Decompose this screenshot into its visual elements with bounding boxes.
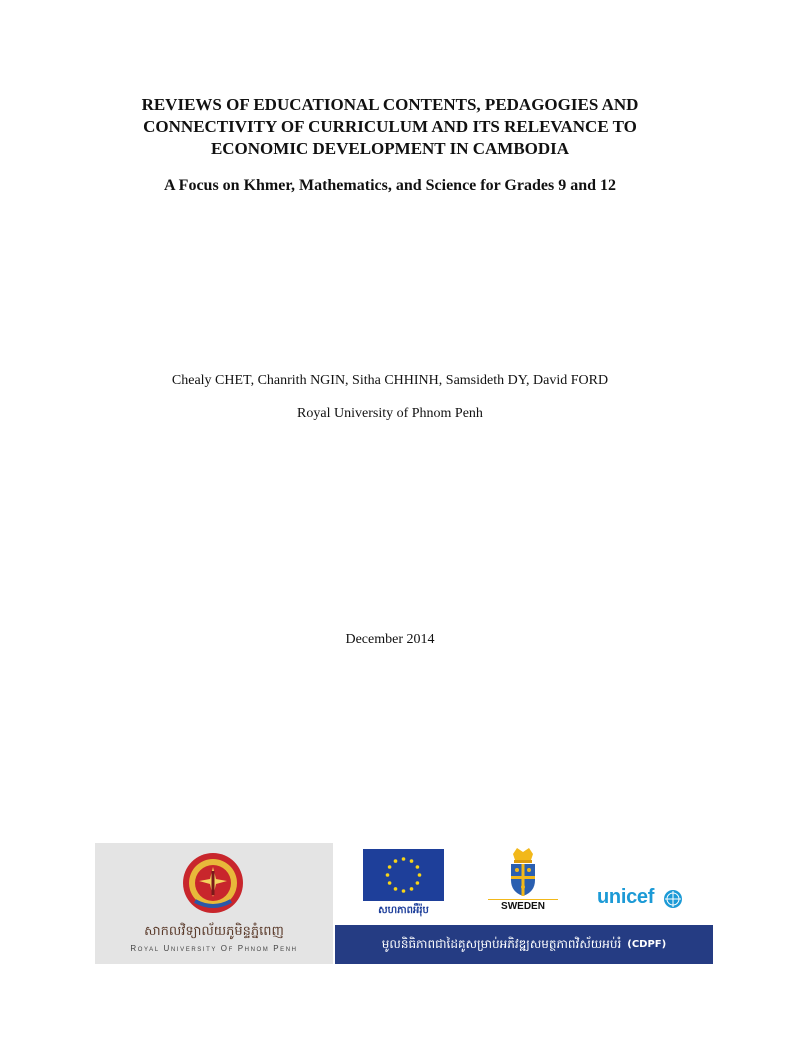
document-title [60, 94, 720, 160]
cdpf-khmer-name: មូលនិធិភាពជាដៃគូសម្រាប់អភិវឌ្ឍសមត្ថភាពវិស័យអប់រំ [381, 936, 622, 951]
sweden-label: SWEDEN [488, 899, 558, 912]
sweden-crest-icon [503, 846, 543, 898]
rupp-logo [95, 843, 333, 964]
title-line: ECONOMIC DEVELOPMENT IN CAMBODIA [210, 139, 570, 158]
publication-date: December 2014 [345, 632, 435, 647]
title-line: CONNECTIVITY OF CURRICULUM AND ITS RELEVANCE TO [143, 117, 637, 136]
eu-flag-icon [363, 849, 444, 901]
cdpf-code: (CDPF) [627, 939, 667, 950]
eu-caption: សហភាពអឺរ៉ុប [378, 905, 429, 916]
unicef-wordmark: unicef [597, 886, 655, 908]
unicef-globe-icon [663, 889, 683, 909]
document-subtitle: A Focus on Khmer, Mathematics, and Science for Grades 9 and 12 [164, 177, 616, 194]
rupp-khmer-name: សាកលវិទ្យាល័យភូមិន្ទភ្នំពេញ [144, 924, 284, 939]
university-seal-icon [181, 851, 245, 915]
affiliation: Royal University of Phnom Penh [297, 406, 483, 421]
title-line: REVIEWS OF EDUCATIONAL CONTENTS, PEDAGOGIES AND [141, 95, 639, 114]
cdpf-banner [335, 925, 713, 964]
author-list: Chealy CHET, Chanrith NGIN, Sitha CHHINH, Samsideth DY, David FORD [171, 373, 609, 388]
rupp-english-name: Royal University Of Phnom Penh [130, 944, 298, 953]
